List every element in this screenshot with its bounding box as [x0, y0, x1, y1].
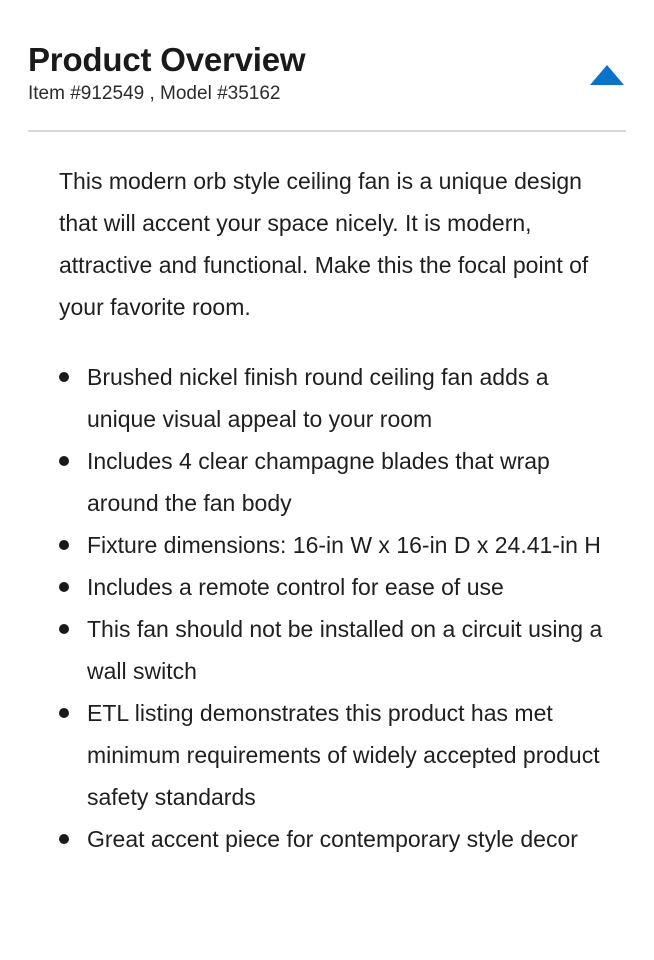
bullet-icon [59, 372, 69, 382]
feature-item [59, 608, 619, 692]
feature-text: ETL listing demonstrates this product has met minimum requirements of widely accepted product safety standards [87, 700, 600, 810]
section-title: Product Overview [28, 41, 306, 78]
feature-text: Great accent piece for contemporary style decor [87, 826, 578, 852]
feature-item [59, 818, 619, 860]
bullet-icon [59, 456, 69, 466]
feature-list [59, 356, 619, 860]
bullet-icon [59, 708, 69, 718]
bullet-icon [59, 624, 69, 634]
item-model-number: Item #912549 , Model #35162 [28, 83, 281, 104]
bullet-icon [59, 540, 69, 550]
feature-text: Fixture dimensions: 16-in W x 16-in D x 24.41-in H [87, 532, 601, 558]
feature-text: Includes a remote control for ease of use [87, 574, 504, 600]
bullet-icon [59, 834, 69, 844]
feature-text: Brushed nickel finish round ceiling fan adds a unique visual appeal to your room [87, 364, 549, 432]
bullet-icon [59, 582, 69, 592]
feature-item [59, 566, 619, 608]
feature-text: This fan should not be installed on a circuit using a wall switch [87, 616, 603, 684]
product-description: This modern orb style ceiling fan is a unique design that will accent your space nicely. It is modern, attractive and functional. Make this the focal point of your favorite room. [59, 168, 589, 320]
overview-content [59, 160, 619, 860]
feature-item [59, 356, 619, 440]
feature-item [59, 524, 619, 566]
collapse-toggle-button[interactable] [588, 60, 626, 90]
caret-up-icon [588, 63, 626, 87]
feature-item [59, 692, 619, 818]
feature-text: Includes 4 clear champagne blades that wrap around the fan body [87, 448, 550, 516]
feature-item [59, 440, 619, 524]
product-overview-header[interactable] [28, 38, 626, 132]
